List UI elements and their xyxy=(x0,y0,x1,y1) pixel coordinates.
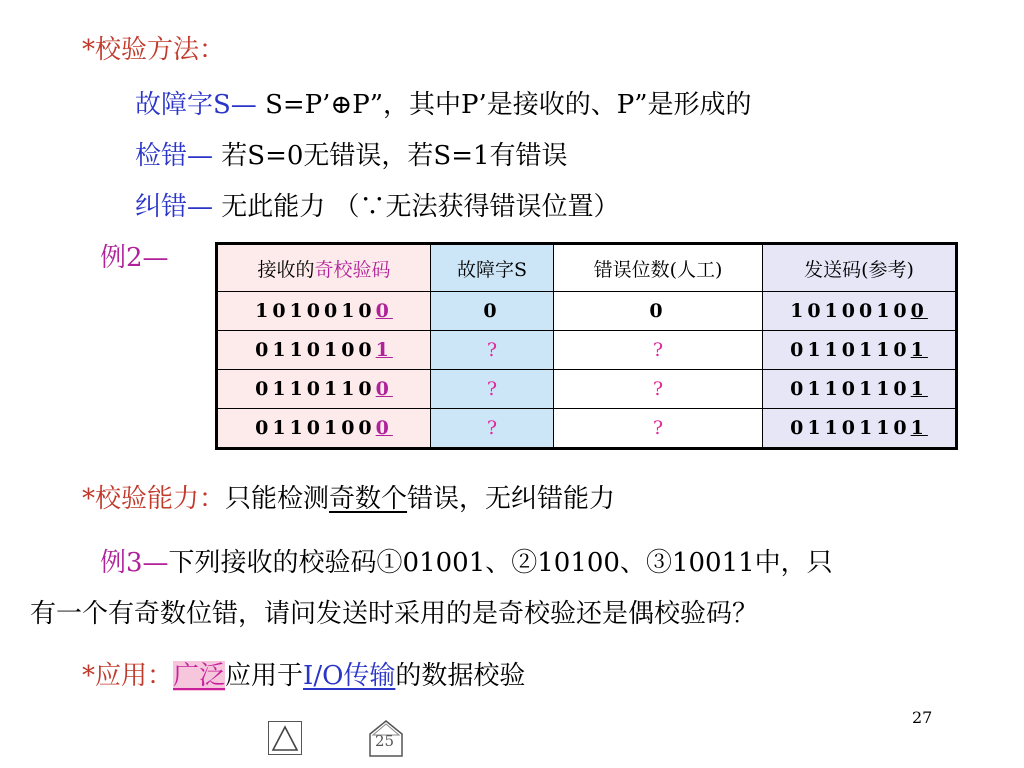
send-code-cell xyxy=(763,292,957,331)
received-code-cell xyxy=(217,292,431,331)
received-bits: 0110100 xyxy=(255,339,376,361)
check-capability-line xyxy=(82,483,615,515)
example3-line xyxy=(100,547,833,579)
page-number: 27 xyxy=(912,708,933,727)
send-parity-bit: 1 xyxy=(910,339,928,361)
error-correct-label: 纠错— xyxy=(135,192,214,222)
application-line xyxy=(82,660,525,692)
bullet: * xyxy=(82,35,95,65)
fault-word-cell: ? xyxy=(431,331,554,370)
send-bits: 0110110 xyxy=(790,378,911,400)
nav-up-button[interactable] xyxy=(268,721,302,755)
header-received-code xyxy=(217,244,431,292)
table-header-row xyxy=(217,244,957,292)
send-code-cell xyxy=(763,370,957,409)
error-bits-cell: ? xyxy=(554,331,763,370)
application-text1: 应用于 xyxy=(225,661,304,691)
bullet: * xyxy=(82,661,95,691)
check-capability-title: 校验能力： xyxy=(95,484,226,514)
header-fault-word: 故障字S xyxy=(431,244,554,292)
example3-continuation: 有一个有奇数位错，请问发送时采用的是奇校验还是偶校验码？ xyxy=(30,599,759,629)
error-detect-text: 若S=0无错误，若S=1有错误 xyxy=(213,141,568,171)
odd-count-emphasis: 奇数个 xyxy=(329,484,408,514)
triangle-icon xyxy=(269,722,301,754)
received-parity-bit: 0 xyxy=(375,300,393,322)
error-bits-cell: ? xyxy=(554,370,763,409)
table-row xyxy=(217,331,957,370)
example3-label: 例3— xyxy=(100,548,169,578)
error-detect-label: 检错— xyxy=(135,141,214,171)
send-code-cell xyxy=(763,331,957,370)
fault-word-line xyxy=(135,89,752,121)
error-detect-line xyxy=(135,140,568,172)
header-odd-parity: 奇校验码 xyxy=(314,258,391,281)
send-parity-bit: 1 xyxy=(910,378,928,400)
table-row xyxy=(217,409,957,449)
table-row xyxy=(217,370,957,409)
fault-word-cell: ? xyxy=(431,409,554,449)
send-bits: 0110110 xyxy=(790,417,911,439)
nav-page-button[interactable] xyxy=(366,718,406,758)
received-code-cell xyxy=(217,409,431,449)
error-bits-cell: ? xyxy=(554,409,763,449)
send-parity-bit: 0 xyxy=(910,300,928,322)
nav-page-number: 25 xyxy=(375,732,395,750)
example3-text: 下列接收的校验码①01001、②10100、③10011中，只 xyxy=(168,548,833,578)
fault-word-cell: 0 xyxy=(431,292,554,331)
application-text2: 的数据校验 xyxy=(395,661,526,691)
bullet: * xyxy=(82,484,95,514)
received-parity-bit: 0 xyxy=(375,417,393,439)
parity-table xyxy=(215,242,958,450)
received-parity-bit: 0 xyxy=(375,378,393,400)
send-bits: 0110110 xyxy=(790,339,911,361)
received-bits: 0110110 xyxy=(255,378,376,400)
send-code-cell xyxy=(763,409,957,449)
example2-label: 例2— xyxy=(100,243,169,273)
header-send-code: 发送码(参考) xyxy=(763,244,957,292)
header-received-prefix: 接收的 xyxy=(257,258,315,281)
check-capability-text2: 错误，无纠错能力 xyxy=(407,484,616,514)
fault-word-label: 故障字S— xyxy=(135,90,257,120)
widely-link[interactable]: 广泛 xyxy=(173,661,226,691)
fault-word-cell: ? xyxy=(431,370,554,409)
send-parity-bit: 1 xyxy=(910,417,928,439)
error-correct-line xyxy=(135,191,620,223)
received-code-cell xyxy=(217,331,431,370)
header-error-bits: 错误位数(人工) xyxy=(554,244,763,292)
received-code-cell xyxy=(217,370,431,409)
error-correct-text: 无此能力 （∵无法获得错误位置） xyxy=(213,192,620,222)
send-bits: 1010010 xyxy=(790,300,911,322)
check-capability-text1: 只能检测 xyxy=(225,484,330,514)
application-title: 应用： xyxy=(95,661,174,691)
received-bits: 1010010 xyxy=(255,300,376,322)
io-transfer-link[interactable]: I/O传输 xyxy=(303,661,396,691)
section-title-text: 校验方法： xyxy=(95,35,226,65)
section-title-method xyxy=(82,34,225,66)
error-bits-cell: 0 xyxy=(554,292,763,331)
fault-word-text: S=P’⊕P”，其中P’是接收的、P”是形成的 xyxy=(256,90,752,120)
table-row xyxy=(217,292,957,331)
received-parity-bit: 1 xyxy=(375,339,393,361)
received-bits: 0110100 xyxy=(255,417,376,439)
